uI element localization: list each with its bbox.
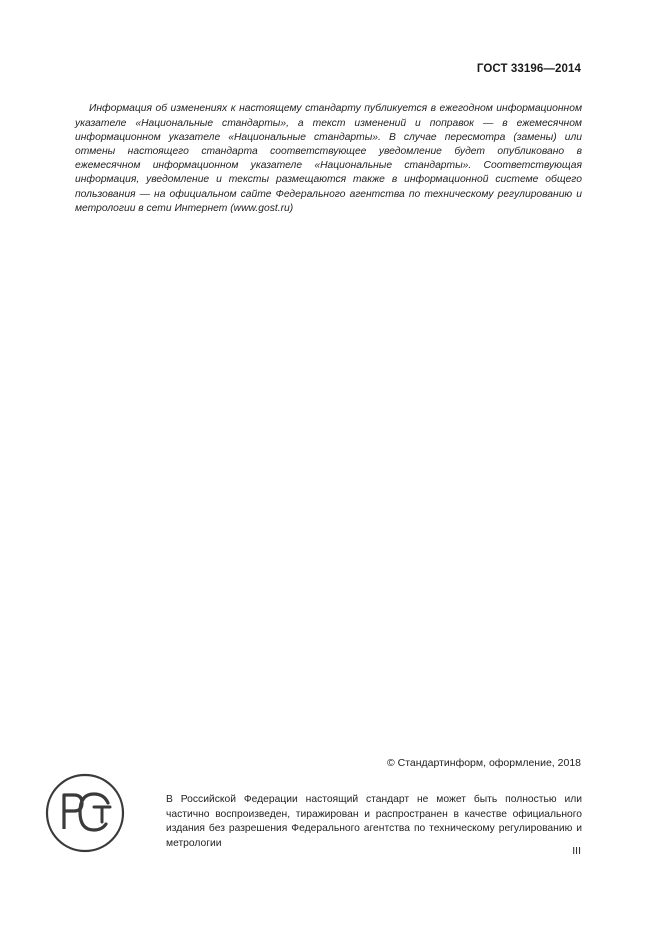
rst-certification-mark-icon: [44, 772, 126, 854]
page-number: III: [572, 845, 581, 857]
copyright-notice: © Стандартинформ, оформление, 2018: [386, 757, 581, 769]
document-code: ГОСТ 33196—2014: [476, 63, 581, 75]
reproduction-restriction-notice: В Российской Федерации настоящий стандарт не может быть полностью или частично воспроизведен, тиражирован и распространен в качестве официального издания без разрешения Федерального агентства по техническому регулированию и метрологии: [166, 794, 582, 849]
standard-update-info-paragraph: Информация об изменениях к настоящему стандарту публикуется в ежегодном информационном указателе «Национальные стандарты», а текст изменений и поправок — в ежемесячном информационном указателе «Национальные стандарты». В случае пересмотра (замены) или отмены настоящего стандарта соответствующее уведомление будет опубликовано в ежемесячном информационном указателе «Национальные стандарты». Соответствующая информация, уведомление и тексты размещаются также в информационной системе общего пользования — на официальном сайте Федерального агентства по техническому регулированию и метрологии в сети Интернет (www.gost.ru): [75, 103, 582, 214]
